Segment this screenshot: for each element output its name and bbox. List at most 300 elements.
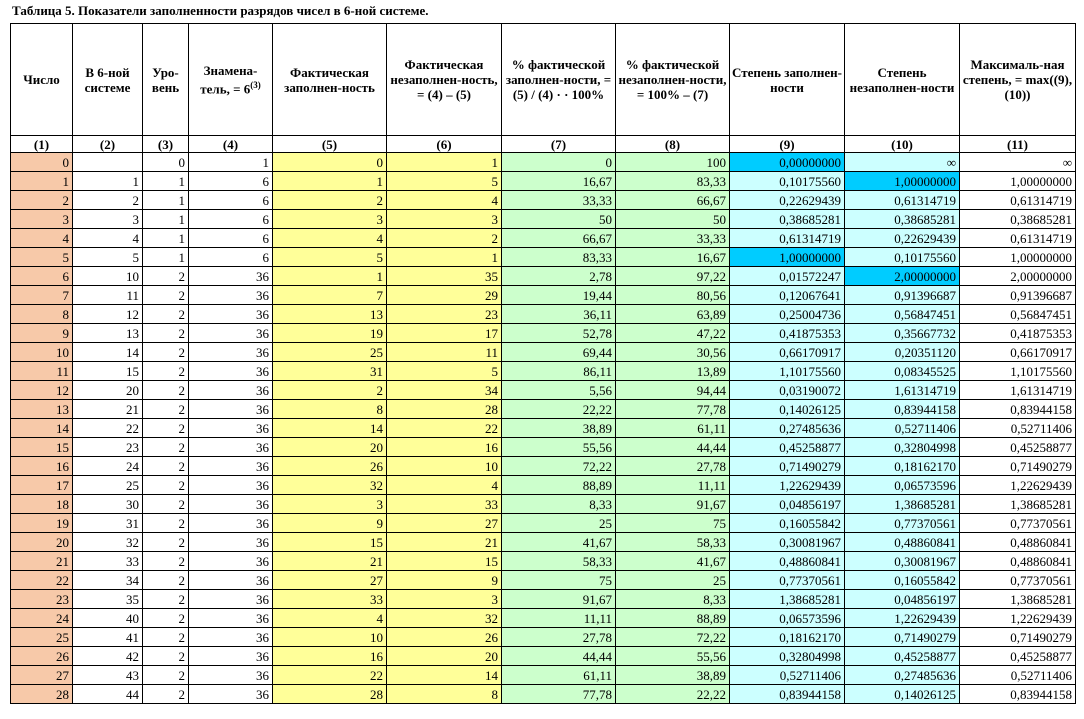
cell-level: 2 — [143, 495, 189, 514]
cell-unfill-degree: 0,04856197 — [845, 590, 960, 609]
cell-denominator: 36 — [189, 533, 273, 552]
cell-unfill-percent: 66,67 — [616, 191, 730, 210]
cell-denominator: 36 — [189, 666, 273, 685]
cell-unfill-degree: ∞ — [845, 153, 960, 172]
cell-unfill-percent: 77,78 — [616, 400, 730, 419]
cell-level: 2 — [143, 267, 189, 286]
cell-unfill-percent: 61,11 — [616, 419, 730, 438]
cell-fill-percent: 25 — [502, 514, 616, 533]
cell-level: 1 — [143, 229, 189, 248]
cell-fill-percent: 91,67 — [502, 590, 616, 609]
cell-number: 0 — [11, 153, 73, 172]
cell-fill-percent: 86,11 — [502, 362, 616, 381]
cell-level: 1 — [143, 210, 189, 229]
cell-unfill-degree: 0,45258877 — [845, 647, 960, 666]
cell-level: 2 — [143, 476, 189, 495]
cell-base6: 40 — [73, 609, 143, 628]
cell-base6: 30 — [73, 495, 143, 514]
cell-unfill-percent: 16,67 — [616, 248, 730, 267]
cell-fill-degree: 1,10175560 — [730, 362, 845, 381]
cell-fill: 15 — [273, 533, 387, 552]
table-row — [11, 533, 1076, 552]
cell-unfill-percent: 30,56 — [616, 343, 730, 362]
cell-unfill: 16 — [387, 438, 502, 457]
cell-fill-degree: 0,03190072 — [730, 381, 845, 400]
cell-max-degree: 1,38685281 — [960, 590, 1076, 609]
table-row — [11, 571, 1076, 590]
cell-max-degree: 0,56847451 — [960, 305, 1076, 324]
cell-unfill: 1 — [387, 248, 502, 267]
cell-fill-degree: 0,10175560 — [730, 172, 845, 191]
cell-base6: 25 — [73, 476, 143, 495]
cell-unfill-degree: 1,61314719 — [845, 381, 960, 400]
cell-unfill-percent: 47,22 — [616, 324, 730, 343]
cell-number: 10 — [11, 343, 73, 362]
cell-fill: 1 — [273, 172, 387, 191]
cell-fill-degree: 0,01572247 — [730, 267, 845, 286]
cell-unfill-percent: 13,89 — [616, 362, 730, 381]
cell-level: 2 — [143, 552, 189, 571]
data-table — [10, 23, 1076, 704]
cell-number: 11 — [11, 362, 73, 381]
cell-level: 2 — [143, 685, 189, 704]
table-row — [11, 590, 1076, 609]
cell-fill-degree: 0,71490279 — [730, 457, 845, 476]
cell-unfill-degree: 0,77370561 — [845, 514, 960, 533]
cell-fill-degree: 0,14026125 — [730, 400, 845, 419]
cell-max-degree: 0,45258877 — [960, 438, 1076, 457]
cell-level: 2 — [143, 381, 189, 400]
header-base6: В 6-ной системе — [73, 24, 143, 136]
col-num-2: (2) — [73, 136, 143, 153]
cell-number: 25 — [11, 628, 73, 647]
cell-unfill-percent: 80,56 — [616, 286, 730, 305]
col-num-10: (10) — [845, 136, 960, 153]
table-row — [11, 476, 1076, 495]
cell-unfill: 17 — [387, 324, 502, 343]
cell-unfill-degree: 0,71490279 — [845, 628, 960, 647]
cell-base6: 44 — [73, 685, 143, 704]
cell-fill-degree: 0,48860841 — [730, 552, 845, 571]
cell-max-degree: 0,45258877 — [960, 647, 1076, 666]
cell-number: 24 — [11, 609, 73, 628]
cell-unfill-degree: 0,32804998 — [845, 438, 960, 457]
cell-fill-percent: 61,11 — [502, 666, 616, 685]
cell-unfill: 3 — [387, 210, 502, 229]
cell-fill: 31 — [273, 362, 387, 381]
cell-level: 2 — [143, 666, 189, 685]
cell-fill-percent: 8,33 — [502, 495, 616, 514]
cell-fill: 20 — [273, 438, 387, 457]
table-row — [11, 305, 1076, 324]
cell-unfill-percent: 22,22 — [616, 685, 730, 704]
cell-fill: 2 — [273, 381, 387, 400]
cell-number: 1 — [11, 172, 73, 191]
cell-fill-degree: 0,16055842 — [730, 514, 845, 533]
cell-number: 12 — [11, 381, 73, 400]
cell-denominator: 36 — [189, 647, 273, 666]
cell-max-degree: 0,71490279 — [960, 628, 1076, 647]
cell-level: 2 — [143, 305, 189, 324]
cell-unfill-degree: 0,22629439 — [845, 229, 960, 248]
cell-unfill: 32 — [387, 609, 502, 628]
column-number-row — [11, 136, 1076, 153]
cell-fill: 32 — [273, 476, 387, 495]
col-num-7: (7) — [502, 136, 616, 153]
cell-fill-degree: 0,77370561 — [730, 571, 845, 590]
cell-fill: 2 — [273, 191, 387, 210]
cell-fill-percent: 58,33 — [502, 552, 616, 571]
cell-level: 2 — [143, 514, 189, 533]
cell-number: 9 — [11, 324, 73, 343]
table-row — [11, 381, 1076, 400]
cell-unfill-degree: 0,52711406 — [845, 419, 960, 438]
cell-fill: 8 — [273, 400, 387, 419]
cell-max-degree: 0,41875353 — [960, 324, 1076, 343]
table-row — [11, 609, 1076, 628]
cell-level: 2 — [143, 628, 189, 647]
cell-unfill-percent: 50 — [616, 210, 730, 229]
table-row — [11, 647, 1076, 666]
cell-unfill-degree: 0,18162170 — [845, 457, 960, 476]
cell-number: 17 — [11, 476, 73, 495]
cell-base6: 34 — [73, 571, 143, 590]
cell-max-degree: 1,10175560 — [960, 362, 1076, 381]
cell-fill-degree: 0,04856197 — [730, 495, 845, 514]
cell-max-degree: 1,22629439 — [960, 609, 1076, 628]
cell-fill-degree: 0,00000000 — [730, 153, 845, 172]
cell-fill-degree: 0,06573596 — [730, 609, 845, 628]
cell-base6: 24 — [73, 457, 143, 476]
cell-unfill-percent: 44,44 — [616, 438, 730, 457]
cell-unfill-percent: 100 — [616, 153, 730, 172]
cell-fill-degree: 0,12067641 — [730, 286, 845, 305]
cell-denominator: 6 — [189, 248, 273, 267]
cell-denominator: 36 — [189, 495, 273, 514]
cell-unfill: 35 — [387, 267, 502, 286]
cell-level: 1 — [143, 191, 189, 210]
cell-base6: 20 — [73, 381, 143, 400]
cell-number: 3 — [11, 210, 73, 229]
cell-number: 28 — [11, 685, 73, 704]
cell-fill-degree: 0,27485636 — [730, 419, 845, 438]
cell-fill-degree: 0,52711406 — [730, 666, 845, 685]
col-num-8: (8) — [616, 136, 730, 153]
cell-unfill: 1 — [387, 153, 502, 172]
cell-max-degree: 0,48860841 — [960, 533, 1076, 552]
cell-fill: 26 — [273, 457, 387, 476]
cell-level: 2 — [143, 419, 189, 438]
cell-unfill: 28 — [387, 400, 502, 419]
cell-level: 2 — [143, 609, 189, 628]
cell-denominator: 36 — [189, 514, 273, 533]
header-unfill-degree: Степень незаполнен-ности — [845, 24, 960, 136]
cell-unfill-percent: 41,67 — [616, 552, 730, 571]
header-level: Уро-вень — [143, 24, 189, 136]
cell-base6: 35 — [73, 590, 143, 609]
cell-fill-degree: 1,22629439 — [730, 476, 845, 495]
cell-max-degree: 1,38685281 — [960, 495, 1076, 514]
header-denominator-sup: (3) — [250, 79, 261, 90]
cell-number: 14 — [11, 419, 73, 438]
cell-max-degree: 0,61314719 — [960, 229, 1076, 248]
cell-unfill: 3 — [387, 590, 502, 609]
cell-unfill-degree: 2,00000000 — [845, 267, 960, 286]
cell-fill-percent: 33,33 — [502, 191, 616, 210]
cell-level: 2 — [143, 438, 189, 457]
table-row — [11, 324, 1076, 343]
cell-fill-percent: 27,78 — [502, 628, 616, 647]
cell-number: 19 — [11, 514, 73, 533]
cell-max-degree: 1,22629439 — [960, 476, 1076, 495]
cell-fill: 13 — [273, 305, 387, 324]
table-row — [11, 495, 1076, 514]
cell-fill: 19 — [273, 324, 387, 343]
cell-max-degree: 0,83944158 — [960, 400, 1076, 419]
cell-unfill: 34 — [387, 381, 502, 400]
cell-unfill-percent: 11,11 — [616, 476, 730, 495]
cell-fill: 21 — [273, 552, 387, 571]
cell-max-degree: 0,52711406 — [960, 666, 1076, 685]
cell-fill-percent: 5,56 — [502, 381, 616, 400]
table-row — [11, 153, 1076, 172]
cell-fill-percent: 22,22 — [502, 400, 616, 419]
cell-level: 2 — [143, 647, 189, 666]
cell-level: 2 — [143, 590, 189, 609]
cell-base6: 13 — [73, 324, 143, 343]
col-num-1: (1) — [11, 136, 73, 153]
cell-max-degree: ∞ — [960, 153, 1076, 172]
cell-denominator: 36 — [189, 362, 273, 381]
cell-fill: 27 — [273, 571, 387, 590]
cell-number: 5 — [11, 248, 73, 267]
header-fill: Фактическая заполнен-ность — [273, 24, 387, 136]
cell-max-degree: 0,66170917 — [960, 343, 1076, 362]
cell-unfill-degree: 1,38685281 — [845, 495, 960, 514]
table-row — [11, 343, 1076, 362]
cell-fill: 4 — [273, 609, 387, 628]
cell-unfill-percent: 27,78 — [616, 457, 730, 476]
cell-fill-degree: 0,41875353 — [730, 324, 845, 343]
cell-denominator: 1 — [189, 153, 273, 172]
cell-max-degree: 1,00000000 — [960, 172, 1076, 191]
header-max-degree: Максималь-ная степень, = max((9), (10)) — [960, 24, 1076, 136]
cell-level: 2 — [143, 286, 189, 305]
table-row — [11, 248, 1076, 267]
cell-fill: 16 — [273, 647, 387, 666]
table-row — [11, 267, 1076, 286]
cell-unfill-percent: 75 — [616, 514, 730, 533]
cell-denominator: 36 — [189, 552, 273, 571]
cell-fill-percent: 75 — [502, 571, 616, 590]
table-caption: Таблица 5. Показатели заполненности разрядов чисел в 6-ной системе. — [12, 3, 429, 18]
cell-fill-degree: 0,66170917 — [730, 343, 845, 362]
cell-number: 23 — [11, 590, 73, 609]
cell-base6: 43 — [73, 666, 143, 685]
cell-base6: 32 — [73, 533, 143, 552]
cell-unfill: 5 — [387, 362, 502, 381]
cell-unfill-degree: 0,48860841 — [845, 533, 960, 552]
cell-base6: 3 — [73, 210, 143, 229]
cell-fill-degree: 1,38685281 — [730, 590, 845, 609]
cell-base6: 14 — [73, 343, 143, 362]
cell-denominator: 36 — [189, 343, 273, 362]
header-denominator-text: Знамена-тель, = 6 — [200, 62, 258, 97]
cell-max-degree: 0,91396687 — [960, 286, 1076, 305]
cell-fill-percent: 88,89 — [502, 476, 616, 495]
cell-unfill-degree: 0,56847451 — [845, 305, 960, 324]
cell-unfill-degree: 0,14026125 — [845, 685, 960, 704]
cell-fill-percent: 72,22 — [502, 457, 616, 476]
cell-unfill-percent: 94,44 — [616, 381, 730, 400]
cell-unfill-degree: 0,06573596 — [845, 476, 960, 495]
cell-fill-degree: 0,30081967 — [730, 533, 845, 552]
cell-fill-percent: 11,11 — [502, 609, 616, 628]
cell-number: 2 — [11, 191, 73, 210]
cell-base6: 41 — [73, 628, 143, 647]
table-row — [11, 552, 1076, 571]
cell-fill: 9 — [273, 514, 387, 533]
cell-max-degree: 0,38685281 — [960, 210, 1076, 229]
table-row — [11, 210, 1076, 229]
cell-unfill: 23 — [387, 305, 502, 324]
cell-number: 22 — [11, 571, 73, 590]
cell-denominator: 36 — [189, 286, 273, 305]
cell-unfill: 20 — [387, 647, 502, 666]
cell-fill-percent: 44,44 — [502, 647, 616, 666]
cell-unfill-percent: 38,89 — [616, 666, 730, 685]
cell-unfill: 27 — [387, 514, 502, 533]
table-row — [11, 400, 1076, 419]
table-row — [11, 628, 1076, 647]
cell-number: 18 — [11, 495, 73, 514]
col-num-5: (5) — [273, 136, 387, 153]
col-num-3: (3) — [143, 136, 189, 153]
cell-number: 16 — [11, 457, 73, 476]
cell-max-degree: 1,00000000 — [960, 248, 1076, 267]
cell-level: 2 — [143, 457, 189, 476]
cell-fill: 3 — [273, 210, 387, 229]
cell-unfill-percent: 25 — [616, 571, 730, 590]
cell-fill-degree: 0,38685281 — [730, 210, 845, 229]
cell-level: 2 — [143, 571, 189, 590]
cell-base6: 21 — [73, 400, 143, 419]
cell-unfill-degree: 0,30081967 — [845, 552, 960, 571]
cell-level: 1 — [143, 172, 189, 191]
table-row — [11, 666, 1076, 685]
table-row — [11, 438, 1076, 457]
cell-max-degree: 0,61314719 — [960, 191, 1076, 210]
cell-base6: 12 — [73, 305, 143, 324]
cell-base6: 15 — [73, 362, 143, 381]
cell-number: 4 — [11, 229, 73, 248]
col-num-9: (9) — [730, 136, 845, 153]
cell-denominator: 36 — [189, 419, 273, 438]
cell-unfill-percent: 8,33 — [616, 590, 730, 609]
cell-unfill: 4 — [387, 191, 502, 210]
cell-base6: 4 — [73, 229, 143, 248]
cell-denominator: 6 — [189, 191, 273, 210]
header-denominator — [189, 24, 273, 136]
cell-base6: 5 — [73, 248, 143, 267]
cell-fill-percent: 0 — [502, 153, 616, 172]
cell-max-degree: 0,77370561 — [960, 571, 1076, 590]
cell-unfill-percent: 97,22 — [616, 267, 730, 286]
cell-denominator: 6 — [189, 229, 273, 248]
cell-fill: 22 — [273, 666, 387, 685]
cell-fill-percent: 2,78 — [502, 267, 616, 286]
header-fill-degree: Степень заполнен-ности — [730, 24, 845, 136]
cell-base6: 42 — [73, 647, 143, 666]
cell-fill-degree: 0,61314719 — [730, 229, 845, 248]
cell-fill: 25 — [273, 343, 387, 362]
cell-denominator: 36 — [189, 590, 273, 609]
cell-fill-percent: 77,78 — [502, 685, 616, 704]
cell-number: 21 — [11, 552, 73, 571]
cell-fill-percent: 16,67 — [502, 172, 616, 191]
header-number: Число — [11, 24, 73, 136]
cell-unfill: 26 — [387, 628, 502, 647]
cell-max-degree: 1,61314719 — [960, 381, 1076, 400]
cell-fill-percent: 83,33 — [502, 248, 616, 267]
cell-unfill: 4 — [387, 476, 502, 495]
cell-fill-percent: 41,67 — [502, 533, 616, 552]
cell-fill: 0 — [273, 153, 387, 172]
cell-unfill: 11 — [387, 343, 502, 362]
cell-fill: 1 — [273, 267, 387, 286]
cell-unfill: 9 — [387, 571, 502, 590]
cell-max-degree: 0,48860841 — [960, 552, 1076, 571]
cell-unfill: 29 — [387, 286, 502, 305]
cell-base6: 2 — [73, 191, 143, 210]
table-row — [11, 685, 1076, 704]
table-row — [11, 286, 1076, 305]
cell-level: 2 — [143, 400, 189, 419]
cell-unfill-percent: 72,22 — [616, 628, 730, 647]
cell-max-degree: 0,83944158 — [960, 685, 1076, 704]
cell-unfill: 14 — [387, 666, 502, 685]
cell-level: 2 — [143, 324, 189, 343]
cell-number: 8 — [11, 305, 73, 324]
cell-fill-percent: 38,89 — [502, 419, 616, 438]
cell-max-degree: 0,71490279 — [960, 457, 1076, 476]
table-row — [11, 191, 1076, 210]
cell-fill: 33 — [273, 590, 387, 609]
cell-fill-degree: 0,32804998 — [730, 647, 845, 666]
cell-base6: 22 — [73, 419, 143, 438]
cell-unfill-percent: 83,33 — [616, 172, 730, 191]
cell-unfill: 2 — [387, 229, 502, 248]
header-unfill: Фактическая незаполнен-ность, = (4) – (5) — [387, 24, 502, 136]
cell-unfill-percent: 88,89 — [616, 609, 730, 628]
cell-number: 20 — [11, 533, 73, 552]
cell-fill: 28 — [273, 685, 387, 704]
cell-fill-percent: 52,78 — [502, 324, 616, 343]
cell-fill-degree: 0,45258877 — [730, 438, 845, 457]
header-fill-percent: % фактической заполнен-ности, = (5) / (4) · · 100% — [502, 24, 616, 136]
cell-fill-percent: 19,44 — [502, 286, 616, 305]
cell-base6: 11 — [73, 286, 143, 305]
cell-base6: 1 — [73, 172, 143, 191]
cell-unfill-degree: 0,08345525 — [845, 362, 960, 381]
cell-fill-percent: 55,56 — [502, 438, 616, 457]
cell-number: 26 — [11, 647, 73, 666]
cell-level: 2 — [143, 343, 189, 362]
cell-number: 6 — [11, 267, 73, 286]
cell-fill-degree: 0,22629439 — [730, 191, 845, 210]
cell-unfill: 5 — [387, 172, 502, 191]
cell-unfill-degree: 0,91396687 — [845, 286, 960, 305]
